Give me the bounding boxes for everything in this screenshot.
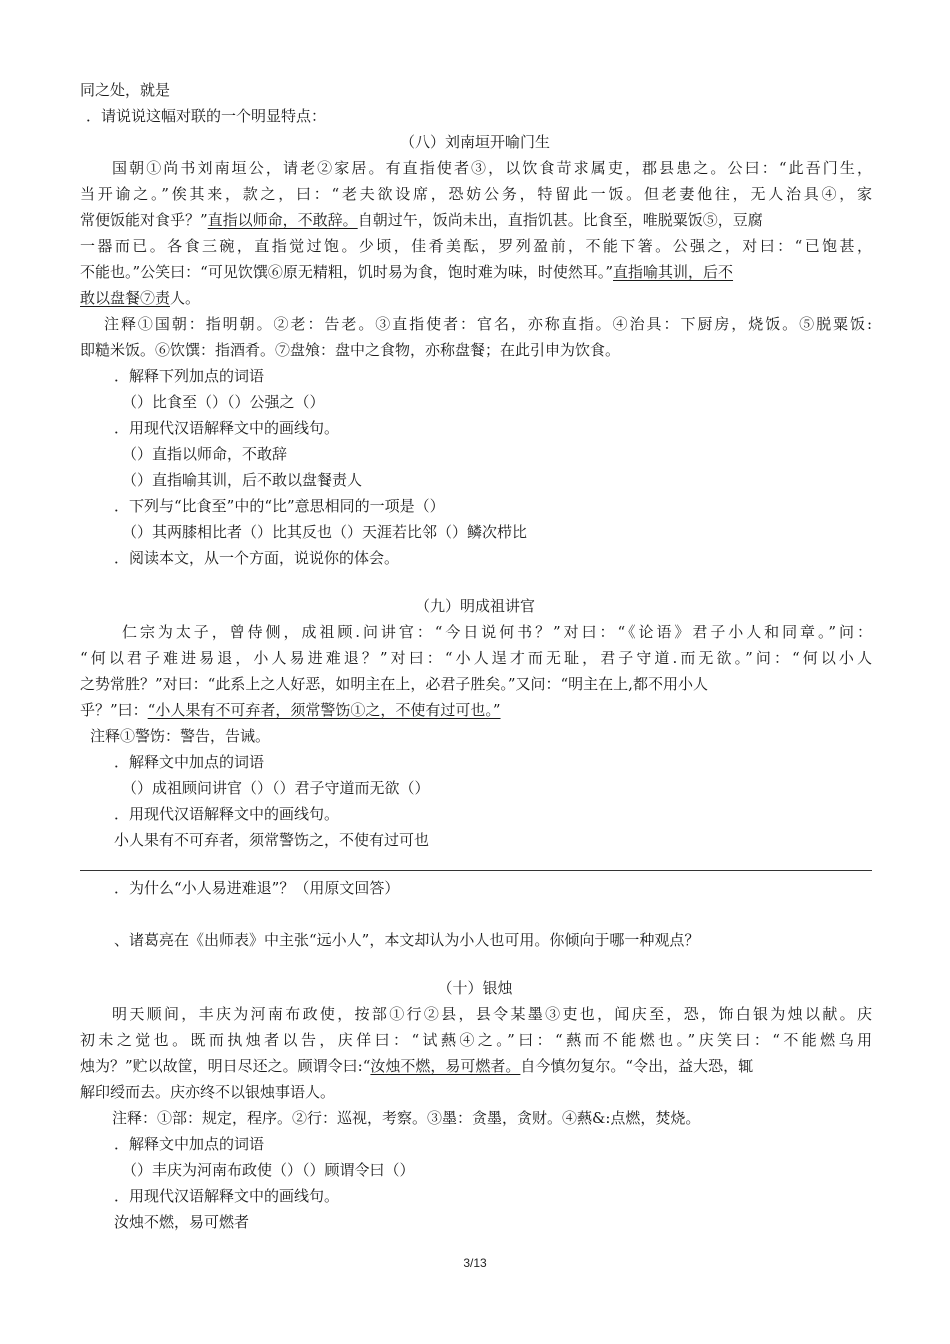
passage-line: 一器而已。各食三碗，直指觉过饱。少顷，佳肴美酝，罗列盈前，不能下箸。公强之，对曰：“已饱甚， [80, 237, 872, 255]
passage-line: 仁宗为太子，曾侍侧，成祖顾.问讲官：“今日说何书？”对曰：“《论语》君子小人和同章。”问： [122, 623, 872, 641]
passage-text: 烛为？”贮以故筐，明日尽还之。顾谓令曰:“ [80, 1057, 371, 1075]
passage-line: 国朝①尚书刘南垣公，请老②家居。有直指使者③，以饮食苛求属吏，郡县患之。公曰：“此吾门生， [112, 159, 872, 177]
question-line: ．下列与“比食至”中的“比”意思相同的一项是（） [114, 497, 445, 515]
passage-line [80, 698, 880, 722]
section-title: （九）明成祖讲官 [414, 597, 535, 615]
question-line: ．解释文中加点的词语 [114, 753, 265, 771]
question-line: ．解释下列加点的词语 [114, 367, 265, 385]
page-number: 3/13 [463, 1256, 487, 1270]
passage-text: 人。 [170, 289, 201, 307]
passage-text: 自朝过午，饭尚未出，直指饥甚。比食至，唯脱粟饭⑤，豆腐 [357, 211, 763, 229]
question-line: ．解释文中加点的词语 [114, 1135, 265, 1153]
answer-line: 汝烛不燃，易可燃者 [114, 1213, 250, 1231]
question-line: 、诸葛亮在《出师表》中主张“远小人”，本文却认为小人也可用。你倾向于哪一种观点？ [114, 931, 700, 949]
question-line: ．请说说这幅对联的一个明显特点： [86, 107, 327, 125]
section-title: （十）银烛 [437, 979, 513, 997]
passage-text: 自今慎勿复尔。“令出，益大恐，辄 [520, 1057, 754, 1075]
underlined-sentence: 汝烛不燃，易可燃者。 [370, 1057, 521, 1075]
passage-line [80, 286, 880, 310]
text-line: 同之处，就是 [80, 81, 171, 99]
underlined-sentence: 敢以盘餐⑦责 [80, 289, 171, 307]
answer-line: （）比食至（）（）公强之（） [122, 393, 325, 411]
passage-line [80, 260, 872, 284]
passage-line: 明天顺间，丰庆为河南布政使，按部①行②县，县令某墨③吏也，闻庆至，恐，饰白银为烛以献。庆 [112, 1005, 872, 1023]
answer-line: （）丰庆为河南布政使（）（）顾谓令曰（） [122, 1161, 415, 1179]
question-line: ．阅读本文，从一个方面，说说你的体会。 [114, 549, 400, 567]
passage-line: 初未之觉也。既而执烛者以告，庆佯曰：“试爇④之。”曰：“爇而不能燃也。”庆笑曰：“不能燃乌用 [80, 1031, 872, 1049]
passage-line [80, 208, 872, 232]
passage-text: 常便饭能对食乎？” [80, 211, 208, 229]
question-line: ．用现代汉语解释文中的画线句。 [114, 1187, 340, 1205]
annotation-line: 注释①国朝：指明朝。②老：告老。③直指使者：官名，亦称直指。④治具：下厨房，烧饭。⑤脱粟饭: [104, 315, 872, 333]
question-line: ．用现代汉语解释文中的画线句。 [114, 419, 340, 437]
underlined-sentence: 直指以师命，不敢辞。 [207, 211, 358, 229]
section-title: （八）刘南垣开喻门生 [399, 133, 550, 151]
answer-line: （）其两膝相比者（）比其反也（）天涯若比邻（）鳞次栉比 [122, 523, 528, 541]
answer-line: （）成祖顾问讲官（）（）君子守道而无欲（） [122, 779, 430, 797]
question-line: ．用现代汉语解释文中的画线句。 [114, 805, 340, 823]
underlined-sentence: “小人果有不可弃者，须常警饬①之，不使有过可也。” [147, 701, 501, 719]
annotation-line: 注释：①部：规定，程序。②行：巡视，考察。③墨：贪墨，贪财。④爇&:点燃，焚烧。 [112, 1109, 701, 1127]
passage-line: 当开谕之。”俟其来，款之，曰：“老夫欲设席，恐妨公务，特留此一饭。但老妻他往，无人治具④，家 [80, 185, 872, 203]
passage-text: 不能也。”公笑曰：“可见饮馔⑥原无精粗，饥时易为食，饱时难为味，时使然耳。” [80, 263, 614, 281]
answer-line: （）直指喻其训，后不敢以盘餐责人 [122, 471, 363, 489]
annotation-line: 即糙米饭。⑥饮馔：指酒肴。⑦盘飧：盘中之食物，亦称盘餐；在此引申为饮食。 [80, 341, 621, 359]
answer-rule [80, 870, 872, 871]
passage-line: 解印绶而去。庆亦终不以银烛事语人。 [80, 1083, 336, 1101]
question-line: ．为什么“小人易进难退”？（用原文回答） [114, 879, 400, 897]
passage-line: “何以君子难进易退，小人易进难退？”对曰：“小人逞才而无耻，君子守道.而无欲。”问：“何以小人 [80, 649, 872, 667]
underlined-sentence: 直指喻其训，后不 [613, 263, 734, 281]
passage-line: 之势常胜？”对曰：“此系上之人好恶，如明主在上，必君子胜矣。”又问：“明主在上,都不用小人 [80, 675, 708, 693]
annotation-line: 注释①警饬：警告，告诫。 [90, 727, 271, 745]
answer-line: 小人果有不可弃者，须常警饬之，不使有过可也 [114, 831, 430, 849]
passage-text: 乎？”曰： [80, 701, 148, 719]
answer-line: （）直指以师命，不敢辞 [122, 445, 288, 463]
passage-line [80, 1054, 872, 1078]
